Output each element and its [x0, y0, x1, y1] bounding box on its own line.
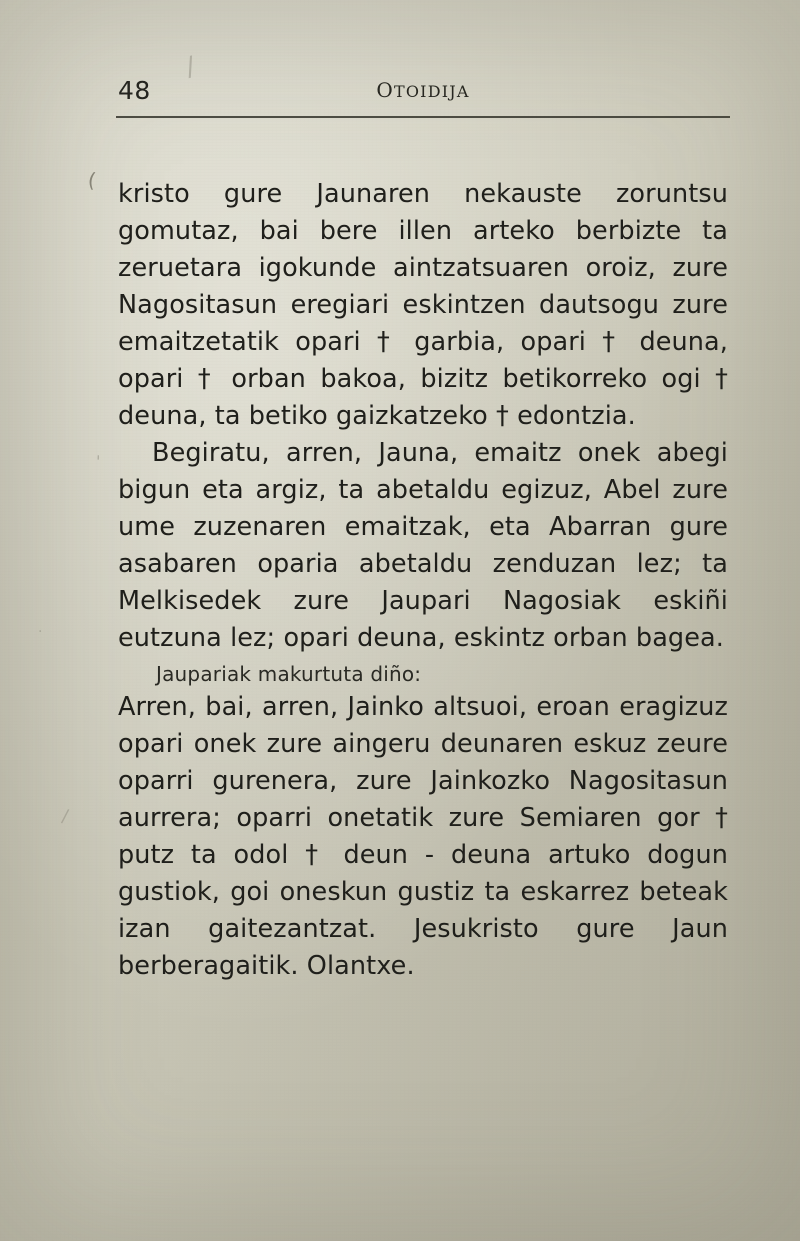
page-content — [118, 70, 728, 985]
pencil-mark-bottom-left: / — [60, 805, 70, 828]
pencil-mark-lower-left: . — [38, 620, 43, 636]
pencil-mark-mid-left: ' — [95, 451, 101, 472]
running-head-rest: TOIDIJA — [393, 82, 470, 101]
page-body — [118, 176, 728, 985]
page-header — [118, 70, 728, 110]
page-number: 48 — [118, 76, 151, 105]
rubric-instruction: Jaupariak makurtuta diño: — [156, 662, 422, 686]
paragraph-begiratu: Begiratu, arren, Jauna, emaitz onek abegi bigun eta argiz, ta abetaldu egizuz, Abel zure ume zuzenaren emaitzak, eta Abarran gure asabaren oparia abetaldu zenduzan lez; ta Melkisedek zure Jaupari Nagosiak eskiñi eutzuna lez; opari deuna, eskintz orban bagea. — [118, 438, 728, 653]
header-rule — [116, 116, 730, 118]
running-head — [118, 78, 728, 102]
paragraph-continuation: kristo gure Jaunaren nekauste zoruntsu gomutaz, bai bere illen arteko berbizte ta zeruetara igokunde aintzatsuaren oroiz, zure Nagositasun eregiari eskintzen dautsogu zure emaitzetatik opari † garbia, opari † deuna, opari † orban bakoa, bizitz betikorreko ogi † deuna, ta betiko gaizkatzeko † edontzia. — [118, 179, 728, 431]
pencil-mark-top: / — [182, 51, 199, 83]
running-head-initial: O — [376, 78, 394, 102]
pencil-mark-margin-left: ( — [86, 167, 98, 193]
paragraph-arren: Arren, bai, arren, Jainko altsuoi, eroan eragizuz opari onek zure aingeru deunaren eskuz zeure oparri gurenera, zure Jainkozko Nagositasun aurrera; oparri onetatik zure Semiaren gor † putz ta odol † deun - deuna artuko dogun gustiok, goi oneskun gustiz ta eskarrez beteak izan gaitezantzat. Jesukristo gure Jaun berberagaitik. Olantxe. — [118, 692, 728, 981]
